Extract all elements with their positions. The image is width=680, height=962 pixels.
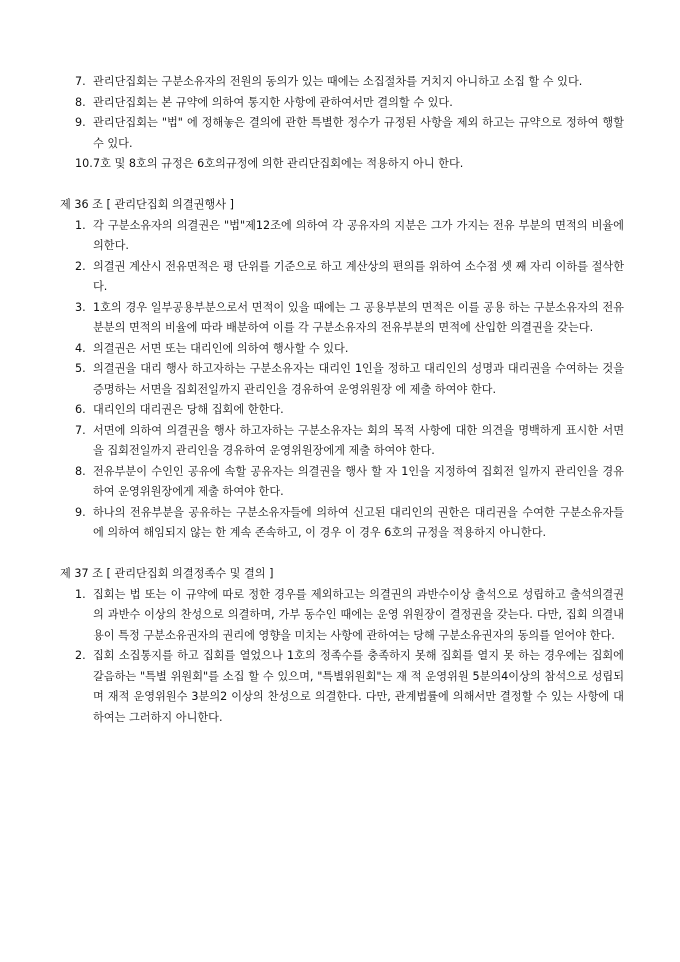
item-number: 4.: [75, 341, 86, 355]
list-item: [0, 72, 680, 93]
list-item: [0, 339, 680, 360]
item-number: 6.: [75, 403, 86, 416]
list-item: [0, 462, 680, 503]
list-item: [0, 400, 680, 421]
item-number: 9.: [75, 116, 86, 129]
item-text: 각 구분소유자의 의결권은 "법"제12조에 의하여 각 공유자의 지분은 그가 가지는 전유 부분의 면적의 비율에 의한다.: [93, 218, 624, 252]
item-number: 7.: [75, 75, 86, 88]
article-37-list: [0, 585, 680, 729]
item-text: 집회는 법 또는 이 규약에 따로 정한 경우를 제외하고는 의결권의 과반수이상 출석으로 성립하고 출석의결권의 과반수 이상의 찬성으로 의결하며, 가부 동수인 때에는 운영 위원장이 결정권을 갖는다. 다만, 집회 의결내용이 특정 구분소유권자의 권리에 영향을 미치는 사항에 관하여는 당해 구분소유권자의 동의를 얻어야 한다.: [93, 587, 624, 642]
item-number: 5.: [75, 362, 86, 375]
item-number: 9.: [75, 505, 86, 519]
section-gap: [0, 175, 680, 196]
list-item: [0, 359, 680, 400]
list-item: [0, 113, 680, 154]
item-text: 관리단집회는 "법" 에 정해놓은 결의에 관한 특별한 정수가 규정된 사항을 제외 하고는 규약으로 정하여 행할 수 있다.: [93, 116, 624, 150]
section-gap: [0, 544, 680, 565]
item-text: 의결권은 서면 또는 대리인에 의하여 행사할 수 있다.: [93, 341, 349, 355]
item-number: 10.: [75, 157, 93, 170]
list-item: [0, 154, 680, 175]
document-page: [0, 72, 680, 728]
item-number: 2.: [75, 649, 86, 662]
article35-continued-list: [0, 72, 680, 175]
article-36-list: [0, 216, 680, 544]
item-number: 8.: [75, 95, 86, 109]
item-text: 하나의 전유부분을 공유하는 구분소유자들에 의하여 신고된 대리인의 권한은 대리권을 수여한 구분소유자들에 의하여 해임되지 않는 한 계속 존속하고, 이 경우 이 경우 6호의 규정을 적용하지 아니한다.: [93, 505, 624, 539]
item-number: 1.: [75, 587, 86, 601]
list-item: [0, 421, 680, 462]
list-item: [0, 585, 680, 647]
item-number: 1.: [75, 218, 86, 232]
item-text: 7호 및 8호의 규정은 6호의규정에 의한 관리단집회에는 적용하지 아니 한다.: [93, 157, 464, 170]
article-37-heading: 제 37 조 [ 관리단집회 의결정족수 및 결의 ]: [60, 567, 274, 580]
list-item: [0, 646, 680, 728]
list-item: [0, 257, 680, 298]
item-text: 전유부분이 수인인 공유에 속할 공유자는 의결권을 행사 할 자 1인을 지정하여 집회전 일까지 관리인을 경유하여 운영위원장에게 제출 하여야 한다.: [93, 464, 624, 498]
item-number: 7.: [75, 423, 86, 437]
item-number: 8.: [75, 464, 86, 478]
item-text: 집회 소집통지를 하고 집회를 열었으나 1호의 정족수를 충족하지 못해 집회를 열지 못 하는 경우에는 집회에 갈음하는 "특별 위원회"를 소집 할 수 있으며, "특별위원회"는 재 적 운영위원 5분의4이상의 참석으로 성립되며 재적 운영위원수 3분의2 이상의 찬성으로 의결한다. 다만, 관계법률에 의해서만 결정할 수 있는 사항에 대하여는 그러하지 아니한다.: [93, 649, 624, 724]
item-number: 2.: [75, 259, 86, 273]
list-item: [0, 93, 680, 114]
list-item: [0, 503, 680, 544]
article-36-heading: 제 36 조 [ 관리단집회 의결권행사 ]: [60, 198, 234, 211]
item-text: 관리단집회는 본 규약에 의하여 통지한 사항에 관하여서만 결의할 수 있다.: [93, 95, 453, 109]
item-text: 관리단집회는 구분소유자의 전원의 동의가 있는 때에는 소집절차를 거치지 아니하고 소집 할 수 있다.: [93, 75, 583, 88]
item-text: 1호의 경우 일부공용부분으로서 면적이 있을 때에는 그 공용부분의 면적은 이를 공용 하는 구분소유자의 전유분분의 면적의 비율에 따라 배분하여 이를 각 구분소유자의 전유부분의 면적에 산입한 의결권을 갖는다.: [93, 300, 624, 334]
item-number: 3.: [75, 300, 86, 314]
item-text: 의결권을 대리 행사 하고자하는 구분소유자는 대리인 1인을 정하고 대리인의 성명과 대리권을 수여하는 것을 증명하는 서면을 집회전일까지 관리인을 경유하여 운영위원장 에 제출 하여야 한다.: [93, 362, 624, 396]
list-item: [0, 298, 680, 339]
item-text: 의결권 계산시 전유면적은 평 단위를 기준으로 하고 계산상의 편의를 위하여 소수점 셋 째 자리 이하를 절삭한다.: [93, 259, 624, 293]
item-text: 대리인의 대리권은 당해 집회에 한한다.: [93, 403, 284, 416]
list-item: [0, 216, 680, 257]
item-text: 서면에 의하여 의결권을 행사 하고자하는 구분소유자는 회의 목적 사항에 대한 의견을 명백하게 표시한 서면을 집회전일까지 관리인을 경유하여 운영위원장에게 제출 하여야 한다.: [93, 423, 624, 457]
